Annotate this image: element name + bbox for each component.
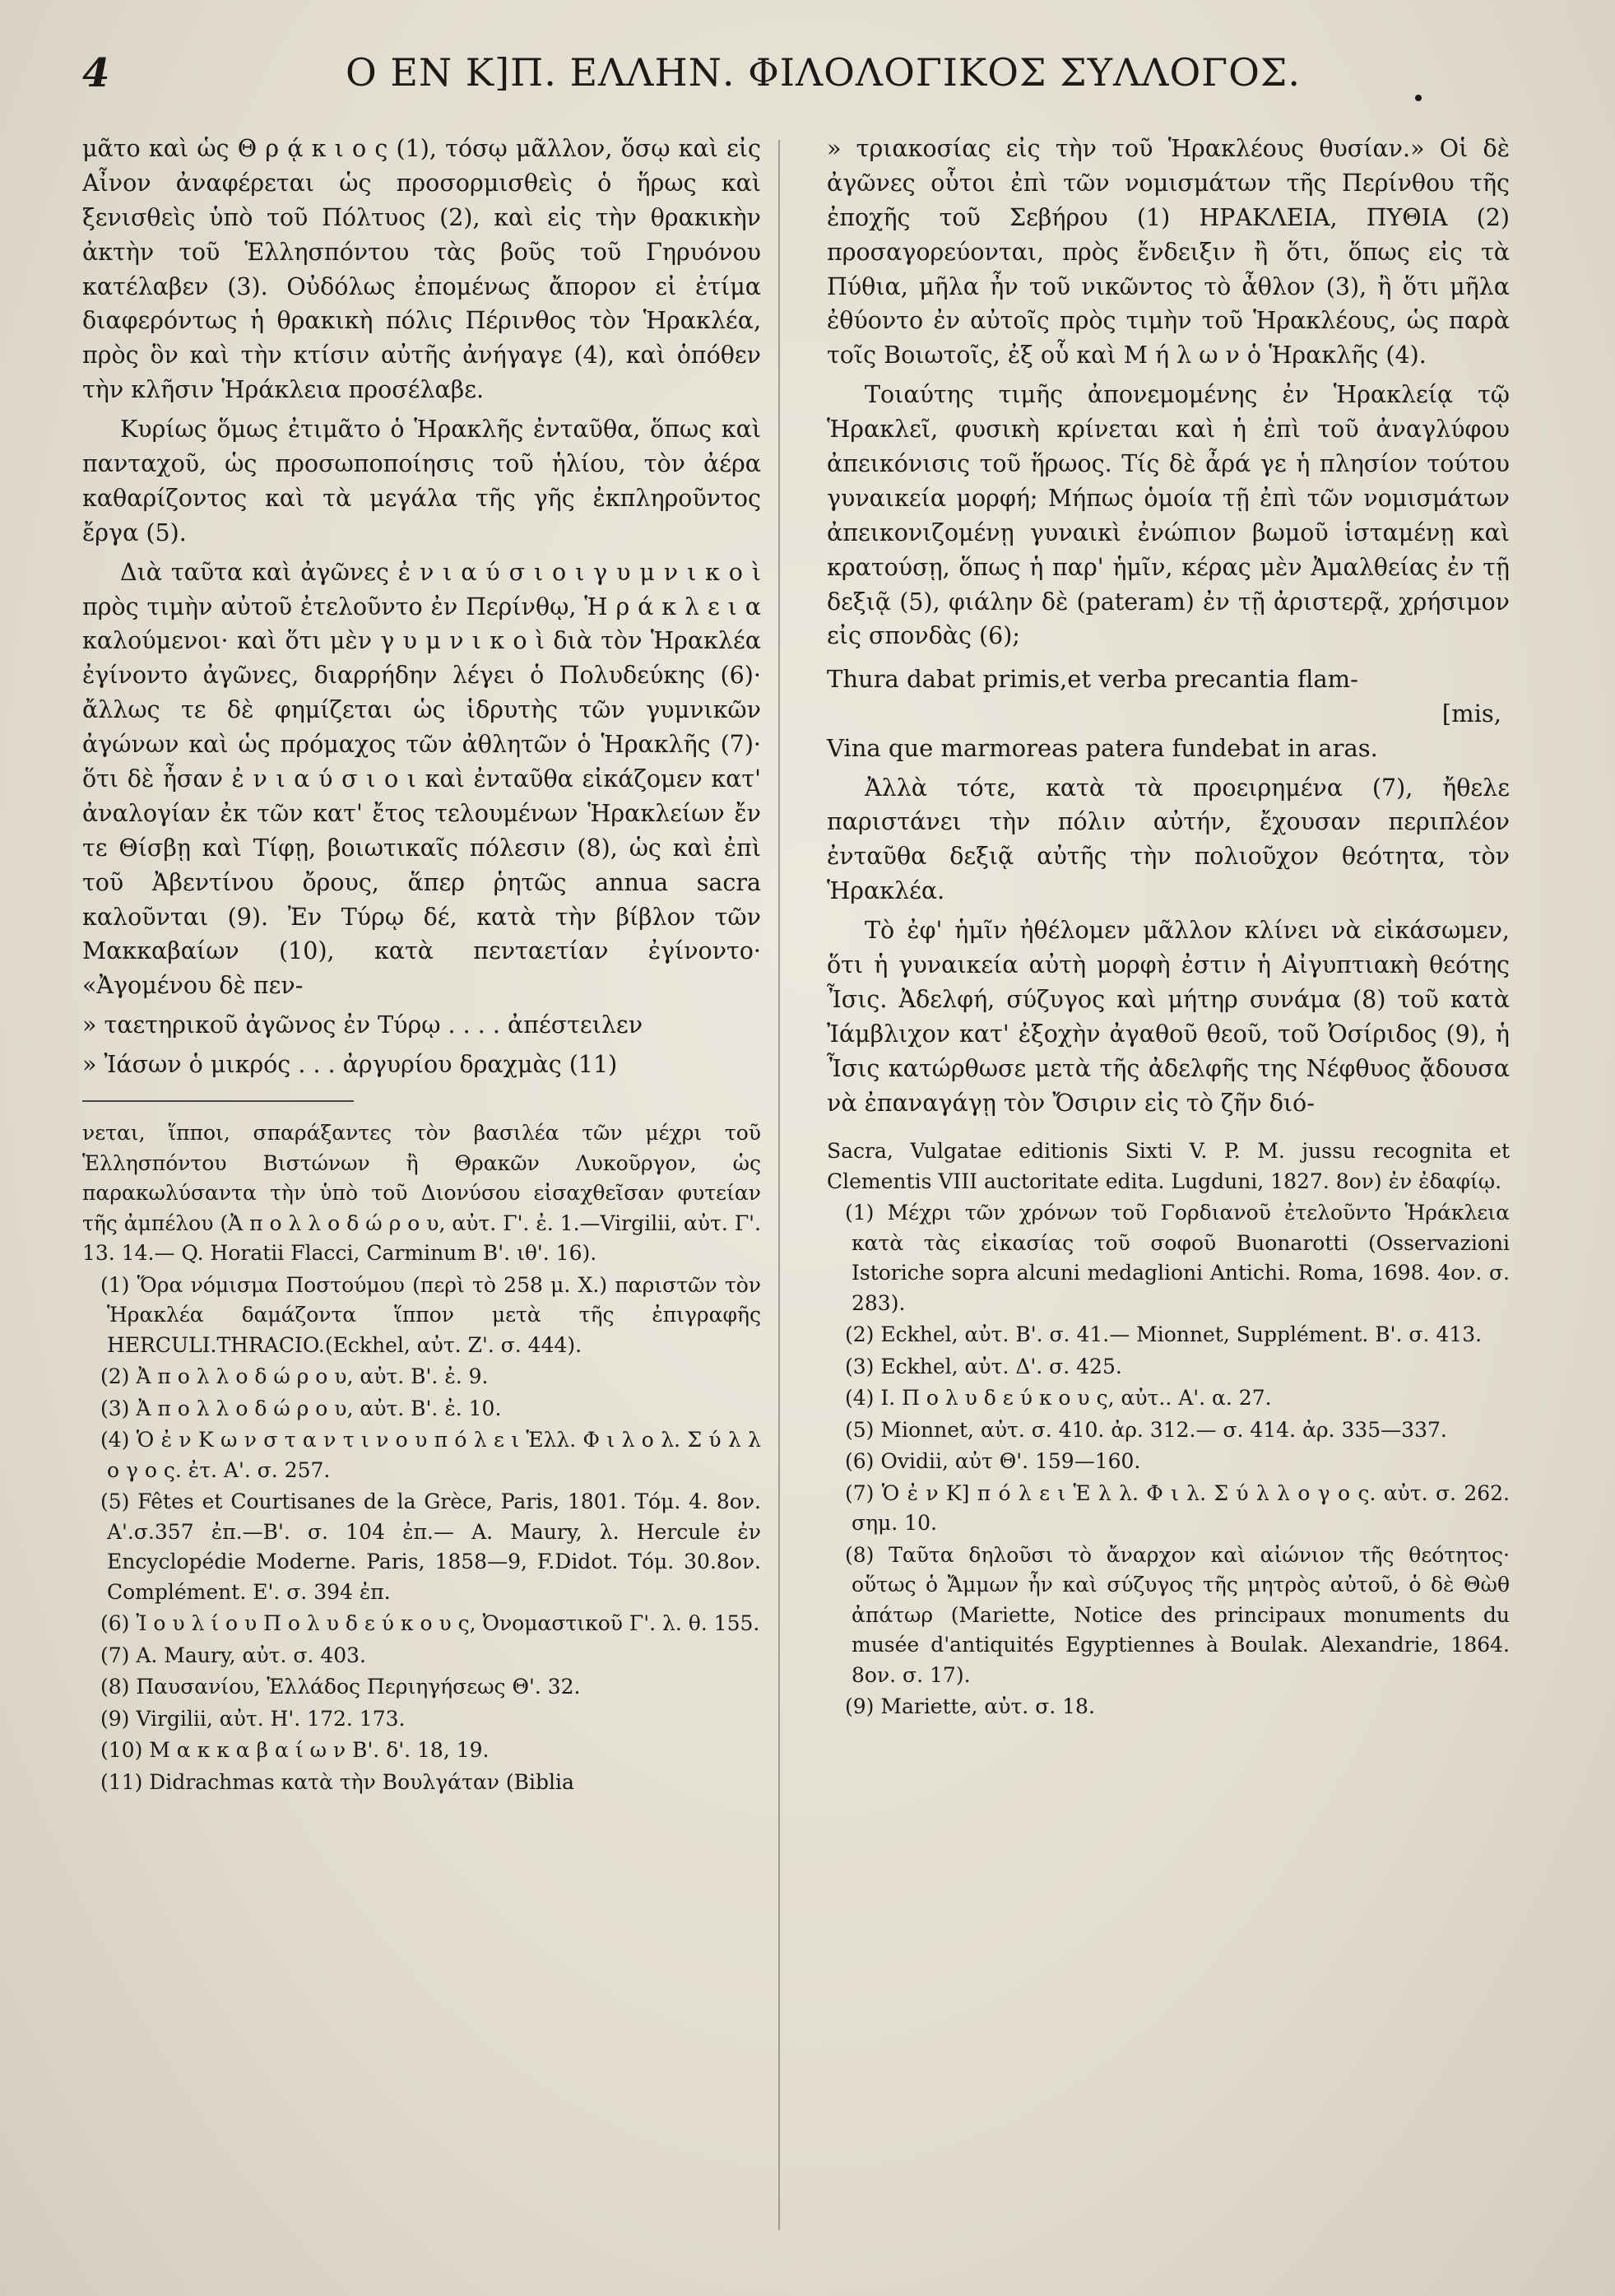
right-footnote-2: (2) Eckhel, αὐτ. Β'. σ. 41.— Mionnet, Supplément. Β'. σ. 413. [845, 1322, 1483, 1347]
right-paragraph-3: Ἀλλὰ τότε, κατὰ τὰ προειρημένα (7), ἤθελε παριστάνει τὴν πόλιν αὐτήν, ἔχουσαν περιπλέον ἐνταῦθα δεξιᾷ αὐτῆς τὴν πολιοῦχον θεότητα, τὸν Ἡρακλέα. [827, 774, 1510, 905]
verse-line-1: Thura dabat primis,et verba precantia flam- [827, 665, 1358, 694]
left-footnote-2: (2) Ἀ π ο λ λ ο δ ώ ρ ο υ, αὐτ. Β'. ἐ. 9. [100, 1364, 489, 1389]
column-divider [778, 140, 780, 2230]
verse-line-2: Vina que marmoreas patera fundebat in aras. [827, 734, 1378, 763]
left-footnote-4: (4) Ὁ ἐ ν Κ ω ν σ τ α ν τ ι ν ο υ π ό λ ε ι Ἑλλ. Φ ι λ ο λ. Σ ύ λ λ ο γ ο ς. ἐτ. Α'. σ. 257. [100, 1428, 761, 1482]
left-footnote-6: (6) Ἰ ο υ λ ί ο υ Π ο λ υ δ ε ύ κ ο υ ς, Ὀνομαστικοῦ Γ'. λ. θ. 155. [100, 1611, 760, 1636]
right-footnote-5: (5) Mionnet, αὐτ. σ. 410. ἀρ. 312.— σ. 414. ἀρ. 335—337. [845, 1417, 1447, 1442]
left-footnote-11: (11) Didrachmas κατὰ τὴν Βουλγάταν (Biblia [100, 1769, 574, 1794]
left-quote-line-1: » ταετηρικοῦ ἀγῶνος ἐν Τύρῳ . . . . ἀπέστειλεν [82, 1011, 643, 1039]
right-footnote-1: (1) Μέχρι τῶν χρόνων τοῦ Γορδιανοῦ ἐτελοῦντο Ἡράκλεια κατὰ τὰς εἰκασίας τοῦ σοφοῦ Buonarotti (Osservazioni Istoriche sopra alcuni medaglioni Antichi. Roma, 1698. 4ον. σ. 283). [845, 1201, 1510, 1315]
right-footnote-7: (7) Ὁ ἐ ν Κ] π ό λ ε ι Ἑ λ λ. Φ ι λ. Σ ύ λ λ ο γ ο ς. αὐτ. σ. 262. σημ. 10. [845, 1480, 1510, 1536]
right-footnote-9: (9) Mariette, αὐτ. σ. 18. [845, 1694, 1095, 1719]
left-footnote-continuation: νεται, ἵπποι, σπαράξαντες τὸν βασιλέα τῶν μέχρι τοῦ Ἑλλησπόντου Βιστώνων ἢ Θρακῶν Λυκοῦργον, ὡς παρακωλύσαντα τὴν ὑπὸ τοῦ Διονύσου εἰσαχθεῖσαν φυτείαν τῆς ἀμπέλου (Ἀ π ο λ λ ο δ ώ ρ ο υ, αὐτ. Γ'. ἐ. 1.—Virgilii, αὐτ. Γ'. 13. 14.— Q. Horatii Flacci, Carminum Β'. ιθ'. 16). [82, 1121, 761, 1266]
left-footnote-8: (8) Παυσανίου, Ἑλλάδος Περιηγήσεως Θ'. 32. [100, 1675, 581, 1699]
right-paragraph-2: Τοιαύτης τιμῆς ἀπονεμομένης ἐν Ἡρακλείᾳ τῷ Ἡρακλεῖ, φυσικὴ κρίνεται καὶ ἡ ἐπὶ τοῦ ἀναγλύφου ἀπεικόνισις τοῦ ἥρωος. Τίς δὲ ἆρά γε ἡ πλησίον τούτου γυναικεία μορφή; Μήπως ὁμοία τῇ ἐπὶ τῶν νομισμάτων ἀπεικονιζομένῃ γυναικὶ ἐνώπιον βωμοῦ ἱσταμένῃ καὶ κρατούσῃ, ὅπως ἡ παρ' ἡμῖν, κέρας μὲν Ἀμαλθείας ἐν τῇ δεξιᾷ (5), φιάλην δὲ (pateram) ἐν τῇ ἀριστερᾷ, χρήσιμον εἰς σπονδὰς (6); [827, 381, 1510, 650]
right-footnotes [827, 1136, 1510, 1722]
right-footnote-6: (6) Ovidii, αὐτ Θ'. 159—160. [845, 1449, 1141, 1474]
left-footnote-10: (10) Μ α κ κ α β α ί ω ν Β'. δ'. 18, 19. [100, 1738, 490, 1763]
left-footnotes [82, 1118, 761, 1797]
left-paragraph-2: Κυρίως ὅμως ἐτιμᾶτο ὁ Ἡρακλῆς ἐνταῦθα, ὅπως καὶ πανταχοῦ, ὡς προσωποποίησις τοῦ ἡλίου, τὸν ἀέρα καθαρίζοντος καὶ τὰ μεγάλα τῆς γῆς ἐκπληροῦντος ἔργα (5). [82, 416, 761, 546]
right-paragraph-1: » τριακοσίας εἰς τὴν τοῦ Ἡρακλέους θυσίαν.» Οἱ δὲ ἀγῶνες οὗτοι ἐπὶ τῶν νομισμάτων τῆς Περίνθου τῆς ἐποχῆς τοῦ Σεβήρου (1) ΗΡΑΚΛΕΙΑ, ΠΥΘΙΑ (2) προσαγορεύονται, πρὸς ἔνδειξιν ἢ ὅτι, ὅπως εἰς τὰ Πύθια, μῆλα ἦν τοῦ νικῶντος τὸ ἆθλον (3), ἢ ὅτι μῆλα ἐθύοντο ἐν αὐτοῖς πρὸς τιμὴν τοῦ Ἡρακλέους, ὡς παρὰ τοῖς Βοιωτοῖς, ἐξ οὗ καὶ Μ ή λ ω ν ὁ Ἡρακλῆς (4). [827, 135, 1510, 369]
left-footnote-3: (3) Ἀ π ο λ λ ο δ ώ ρ ο υ, αὐτ. Β'. ἐ. 10. [100, 1396, 502, 1420]
left-quote-line-2: » Ἰάσων ὁ μικρός . . . ἀργυρίου δραχμὰς (11) [82, 1051, 618, 1079]
right-paragraph-4: Τὸ ἐφ' ἡμῖν ἠθέλομεν μᾶλλον κλίνει νὰ εἰκάσωμεν, ὅτι ἡ γυναικεία αὐτὴ μορφὴ ἐστιν ἡ Αἰγυπτιακὴ θεότης Ἶσις. Ἀδελφή, σύζυγος καὶ μήτηρ συνάμα (8) τοῦ κατὰ Ἰάμβλιχον κατ' ἐξοχὴν ἀγαθοῦ θεοῦ, τοῦ Ὀσίριδος (9), ἡ Ἶσις κατώρθωσε μετὰ τῆς ἀδελφῆς της Νέφθυος ᾄδουσα νὰ ἐπαναγάγῃ τὸν Ὄσιριν εἰς τὸ ζῆν διό- [827, 917, 1510, 1117]
page-number: 4 [82, 50, 110, 96]
right-footnote-4: (4) Ι. Π ο λ υ δ ε ύ κ ο υ ς, αὐτ.. Α'. α. 27. [845, 1386, 1272, 1411]
right-footnote-8: (8) Ταῦτα δηλοῦσι τὸ ἄναρχον καὶ αἰώνιον τῆς θεότητος· οὕτως ὁ Ἄμμων ἦν καὶ σύζυγος τῆς μητρὸς αὐτοῦ, ὁ δὲ Θὼθ ἀπάτωρ (Mariette, Notice des principaux monuments du musée d'antiquités Egyptiennes à Boulak. Alexandrie, 1864. 8ον. σ. 17). [845, 1542, 1510, 1687]
footnote-rule-left [82, 1100, 354, 1102]
left-paragraph-1: μᾶτο καὶ ὡς Θ ρ ᾴ κ ι ο ς (1), τόσῳ μᾶλλον, ὅσῳ καὶ εἰς Αἶνον ἀναφέρεται ὡς προσορμισθεὶς ὁ ἥρως καὶ ξενισθεὶς ὑπὸ τοῦ Πόλτυος (2), καὶ εἰς τὴν θρακικὴν ἀκτὴν τοῦ Ἑλλησπόντου τὰς βοῦς τοῦ Γηρυόνου κατέλαβεν (3). Οὐδόλως ἐπομένως ἄπορον εἰ ἐτίμα διαφερόντως ἡ θρακικὴ πόλις Πέρινθος τὸν Ἡρακλέα, πρὸς ὃν καὶ τὴν κτίσιν αὐτῆς ἀνήγαγε (4), καὶ ὁπόθεν τὴν κλῆσιν Ἡράκλεια προσέλαβε. [82, 135, 761, 404]
left-footnote-5: (5) Fêtes et Courtisanes de la Grèce, Paris, 1801. Τόμ. 4. 8ον. Α'.σ.357 ἐπ.—Β'. σ. 104 ἐπ.— A. Maury, λ. Hercule ἐν Encyclopédie Moderne. Paris, 1858—9, F.Didot. Τόμ. 30.8ον. Complément. Ε'. σ. 394 ἐπ. [100, 1490, 761, 1604]
left-column [82, 132, 761, 1799]
ink-dot [1415, 95, 1422, 101]
left-paragraph-3: Διὰ ταῦτα καὶ ἀγῶνες ἐ ν ι α ύ σ ι ο ι γ υ μ ν ι κ ο ὶ πρὸς τιμὴν αὐτοῦ ἐτελοῦντο ἐν Περίνθῳ, Ἡ ρ ά κ λ ε ι α καλούμενοι· καὶ ὅτι μὲν γ υ μ ν ι κ ο ὶ διὰ τὸν Ἡρακλέα ἐγίνοντο ἀγῶνες, διαρρήδην λέγει ὁ Πολυδεύκης (6)· ἄλλως τε δὲ φημίζεται ὡς ἱδρυτὴς τῶν γυμνικῶν ἀγώνων καὶ ὡς πρόμαχος τῶν ἀθλητῶν ὁ Ἡρακλῆς (7)· ὅτι δὲ ἦσαν ἐ ν ι α ύ σ ι ο ι καὶ ἐνταῦθα εἰκάζομεν κατ' ἀναλογίαν ἐκ τῶν κατ' ἔτος τελουμένων Ἡρακλείων ἔν τε Θίσβῃ καὶ Τίφῃ, βοιωτικαῖς πόλεσιν (8), ὡς καὶ ἐπὶ τοῦ Ἀβεντίνου ὄρους, ἅπερ ῥητῶς annua sacra καλοῦνται (9). Ἐν Τύρῳ δέ, κατὰ τὴν βίβλον τῶν Μακκαβαίων (10), κατὰ πενταετίαν ἐγίνοντο· «Ἀγομένου δὲ πεν- [82, 558, 761, 1000]
latin-verse [827, 662, 1510, 765]
verse-line-1-end: [mis, [1441, 699, 1501, 728]
right-footnote-continuation: Sacra, Vulgatae editionis Sixti V. P. M. jussu recognita et Clementis VIII auctoritate edita. Lugduni, 1827. 8ον) ἐν ἐδαφίῳ. [827, 1139, 1510, 1193]
left-footnote-9: (9) Virgilii, αὐτ. Η'. 172. 173. [100, 1706, 406, 1731]
page-header [82, 45, 1563, 103]
right-footnote-3: (3) Eckhel, αὐτ. Δ'. σ. 425. [845, 1354, 1122, 1378]
right-column [827, 132, 1510, 1724]
running-title: Ο ΕΝ Κ]Π. ΕΛΛΗΝ. ΦΙΛΟΛΟΓΙΚΟΣ ΣΥΛΛΟΓΟΣ. [346, 50, 1301, 95]
left-footnote-7: (7) A. Maury, αὐτ. σ. 403. [100, 1643, 366, 1667]
left-footnote-1: (1) Ὅρα νόμισμα Ποστούμου (περὶ τὸ 258 μ. Χ.) παριστῶν τὸν Ἡρακλέα δαμάζοντα ἵππον μετὰ τῆς ἐπιγραφῆς HERCULI.THRACIO.(Eckhel, αὐτ. Ζ'. σ. 444). [100, 1272, 761, 1357]
